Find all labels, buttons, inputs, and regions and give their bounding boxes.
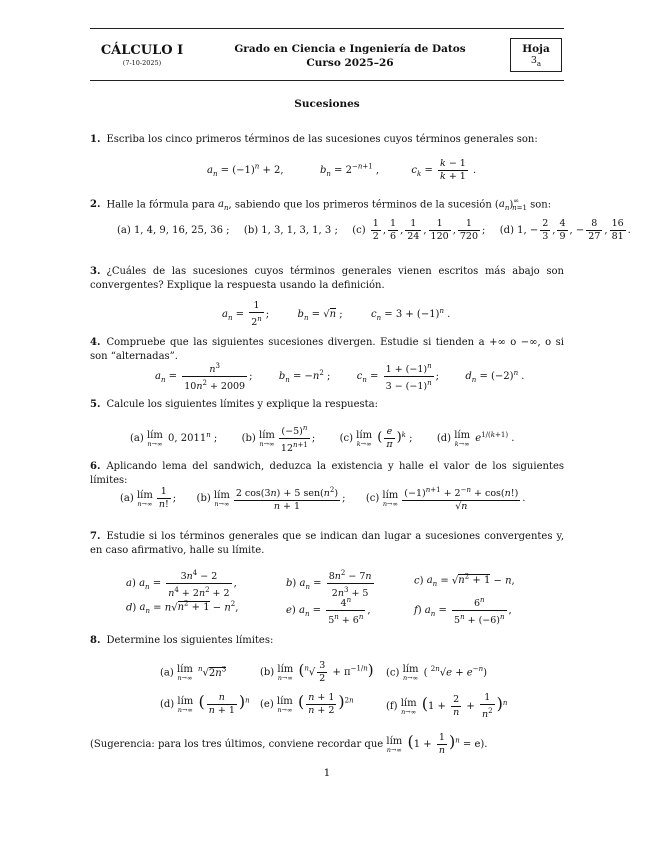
header-bottom-rule [90,80,564,81]
p7-row2a: d) $a_n = n√n^2 + 1 - n^2$, [126,600,239,616]
problem-3 [90,265,564,293]
problem-8 [90,634,564,648]
problem-number: 7. [90,531,101,542]
sheet-number: $3_a$ [530,55,542,68]
degree-title: Grado en Ciencia e Ingeniería de Datos [234,43,466,55]
p7-row2c: f) $a_n$ = $\frac{6^n}{5^n + (-6)^n}$ , [414,596,512,627]
problem-number: 1. [90,134,101,145]
problem-text: Escriba los cinco primeros términos de las sucesiones cuyos términos generales son: [106,134,538,145]
p7-row1: a) $a_n$ = $\frac{3n^4 - 2}{n^4 + 2n^2 + 2}$ , [126,569,237,600]
p2-item-a: (a) 1, 4, 9, 16, 25, 36 ; [117,225,230,236]
hint-text: (Sugerencia: para los tres últimos, conviene recordar que [90,739,384,750]
course-date: (7-10-2025) [122,59,162,67]
p2-items: (a) 1, 4, 9, 16, 25, 36 ; (b) 1, 3, 1, 3, 1, 3 ; (c) $\frac{1}{2}$ , $\frac{1}{6}$ , $\frac{1}{24}$ , $\frac{1}{120}$ , $\frac{1}{720}$ ; (d) 1, − $\frac{2}{3}$ , $\frac{4}{9}$ , − $\frac{8}{27}$ , $\frac{16}{81}$ . [117,218,631,242]
hint: (Sugerencia: para los tres últimos, conviene recordar que lím n→∞ (1 + $\frac{1}{n}$ )$^n$ = e). [90,732,488,756]
problem-text: Determine los siguientes límites: [106,635,274,646]
problem-5 [90,398,564,412]
p3-formulas: $a_n$ = $\frac{1}{2^n}$ ; $b_n = √n$ ; $c_n = 3 + (-1)^n$ . [222,300,451,329]
p8-row2a: (d) lím n→∞ ( $\frac{n}{n + 1}$ )$^n$ [160,692,250,716]
header-top-rule [90,28,564,29]
course-title: CÁLCULO I [100,43,184,58]
p8-row1a: (a) lím n→∞ $^n√2n^3$ [160,664,227,682]
problem-text: Calcule los siguientes límites y explique la respuesta: [106,399,378,410]
p2-item-b: (b) 1, 3, 1, 3, 1, 3 ; [243,225,338,236]
sheet-box [510,38,562,72]
course-year: Curso 2025–26 [306,57,394,69]
problem-number: 2. [90,199,101,211]
problem-number: 6. [90,461,101,472]
problem-number: 3. [90,266,101,277]
page-number: 1 [323,767,331,779]
p8-row1b: (b) lím n→∞ ($^n$√ $\frac{3}{2}$ + $\pi^{-1/n}$) [260,660,374,684]
p1-formulas: $a_n = (-1)^n + 2$, $b_n = 2^{-n+1}$ , $c_k$ = $\frac{k - 1}{k + 1}$ . [207,158,477,182]
p8-row2b: (e) lím n→∞ ( $\frac{n + 1}{n + 2}$ )$^{2n}$ [260,692,354,716]
problem-text: ¿Cuáles de las sucesiones cuyos términos generales vienen escritos más abajo son convergentes? Explique la respuesta usando la definición. [90,266,564,291]
p7-row1c: c) $a_n = √n^2 + 1 - n$, [414,573,515,589]
problem-number: 4. [90,337,101,348]
page-title: Sucesiones [294,98,360,110]
p8-row2c: (f) lím n→∞ (1 + $\frac{2}{n}$ + $\frac{1}{n^2}$ )$^n$ [386,692,508,721]
p7-row2b: e) $a_n$ = $\frac{4^n}{5^n + 6^n}$ , [286,596,371,627]
problem-number: 8. [90,635,101,646]
problem-text: Aplicando lema del sandwich, deduzca la existencia y halle el valor de los siguientes límites: [90,461,564,486]
problem-number: 5. [90,399,101,410]
hint-text-end: = e). [462,739,488,750]
p2-item-c: (c) [352,225,366,236]
problem-1 [90,133,564,147]
p6-limits: (a) lím n→∞ $\frac{1}{n!}$ ; (b) lím n→∞ $\frac{2 \cos(3n) + 5 sen(n^2)}{n + 1}$ ; (c) lím n→∞ $\frac{(-1)^{n+1} + 2^{-n} + \cos(n!)}{√n}$ . [120,486,526,513]
problem-7 [90,530,564,558]
p5-limits: (a) lím n→∞ 0, 2011$^n$ ; (b) lím n→∞ $\frac{(-5)^n}{12^{n+1}}$ ; (c) lím k→∞ ( $\frac{e}{\pi}$ )$^k$ ; (d) lím k→∞ $e^{1/(k+1)}$ . [130,424,515,455]
p4-formulas: $a_n$ = $\frac{n^3}{10n^2 + 2009}$ ; $b_n = -n^2$ ; $c_n$ = $\frac{1 + (-1)^n}{3 - (-1)^n}$ ; $d_n = (-2)^n$ . [155,362,525,393]
problem-text: Estudie si los términos generales que se indican dan lugar a sucesiones convergentes y, en caso afirmativo, halle su límite. [90,531,564,556]
problem-2: 2. Halle la fórmula para $a_n$, sabiendo que los primeros términos de la sucesión $(a_n)^\infty_{n=1}$ son: [90,197,552,213]
sheet-label: Hoja [522,43,550,55]
problem-text: Compruebe que las siguientes sucesiones divergen. Estudie si tienden a +∞ o −∞, o si son “alternadas”. [90,337,564,362]
p8-row1c: (c) lím n→∞ ( $^{2n}√e + e^{-n}$) [386,664,487,682]
p7-row1b: b) $a_n$ = $\frac{8n^2 - 7n}{2n^3 + 5}$ [286,569,372,600]
p2-item-d: (d) 1, − [499,225,539,236]
